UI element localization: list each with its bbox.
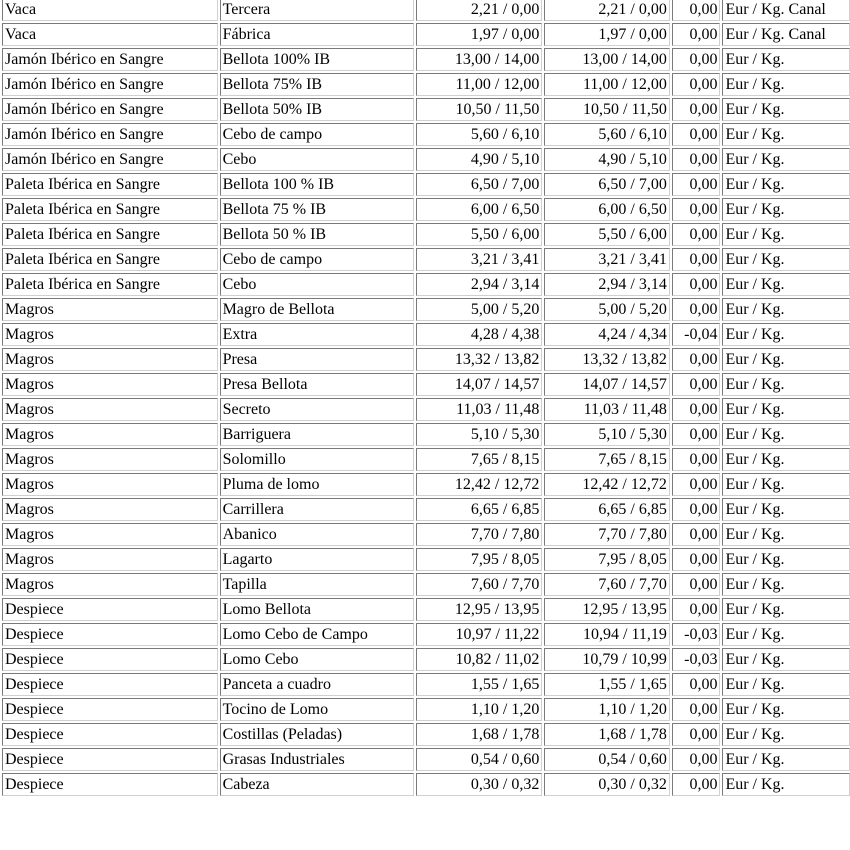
previous-price-cell: 1,97 / 0,00 bbox=[416, 23, 543, 46]
previous-price-cell: 1,55 / 1,65 bbox=[416, 673, 543, 696]
category-cell: Despiece bbox=[2, 773, 218, 796]
category-cell: Despiece bbox=[2, 598, 218, 621]
difference-cell: 0,00 bbox=[672, 73, 721, 96]
table-row bbox=[2, 698, 850, 721]
previous-price-cell: 6,65 / 6,85 bbox=[416, 498, 543, 521]
previous-price-cell: 5,10 / 5,30 bbox=[416, 423, 543, 446]
unit-cell: Eur / Kg. bbox=[722, 223, 850, 246]
current-price-cell: 1,97 / 0,00 bbox=[544, 23, 669, 46]
difference-cell: 0,00 bbox=[672, 698, 721, 721]
product-cell: Magro de Bellota bbox=[220, 298, 414, 321]
current-price-cell: 4,90 / 5,10 bbox=[544, 148, 669, 171]
difference-cell: 0,00 bbox=[672, 723, 721, 746]
product-cell: Extra bbox=[220, 323, 414, 346]
difference-cell: 0,00 bbox=[672, 373, 721, 396]
previous-price-cell: 5,60 / 6,10 bbox=[416, 123, 543, 146]
table-row bbox=[2, 498, 850, 521]
unit-cell: Eur / Kg. bbox=[722, 698, 850, 721]
category-cell: Magros bbox=[2, 298, 218, 321]
product-cell: Cabeza bbox=[220, 773, 414, 796]
category-cell: Despiece bbox=[2, 673, 218, 696]
current-price-cell: 4,24 / 4,34 bbox=[544, 323, 669, 346]
product-cell: Cebo bbox=[220, 273, 414, 296]
previous-price-cell: 3,21 / 3,41 bbox=[416, 248, 543, 271]
difference-cell: 0,00 bbox=[672, 598, 721, 621]
previous-price-cell: 13,00 / 14,00 bbox=[416, 48, 543, 71]
table-row bbox=[2, 173, 850, 196]
table-row bbox=[2, 648, 850, 671]
table-row bbox=[2, 23, 850, 46]
previous-price-cell: 1,10 / 1,20 bbox=[416, 698, 543, 721]
unit-cell: Eur / Kg. bbox=[722, 173, 850, 196]
unit-cell: Eur / Kg. bbox=[722, 473, 850, 496]
unit-cell: Eur / Kg. bbox=[722, 748, 850, 771]
product-cell: Bellota 75% IB bbox=[220, 73, 414, 96]
difference-cell: 0,00 bbox=[672, 248, 721, 271]
previous-price-cell: 7,70 / 7,80 bbox=[416, 523, 543, 546]
unit-cell: Eur / Kg. bbox=[722, 148, 850, 171]
difference-cell: 0,00 bbox=[672, 773, 721, 796]
current-price-cell: 2,21 / 0,00 bbox=[544, 0, 669, 21]
current-price-cell: 5,60 / 6,10 bbox=[544, 123, 669, 146]
unit-cell: Eur / Kg. bbox=[722, 398, 850, 421]
previous-price-cell: 7,60 / 7,70 bbox=[416, 573, 543, 596]
current-price-cell: 0,30 / 0,32 bbox=[544, 773, 669, 796]
product-cell: Pluma de lomo bbox=[220, 473, 414, 496]
table-row bbox=[2, 673, 850, 696]
product-cell: Bellota 75 % IB bbox=[220, 198, 414, 221]
difference-cell: 0,00 bbox=[672, 273, 721, 296]
table-row bbox=[2, 748, 850, 771]
difference-cell: 0,00 bbox=[672, 473, 721, 496]
table-row bbox=[2, 598, 850, 621]
unit-cell: Eur / Kg. bbox=[722, 273, 850, 296]
table-row bbox=[2, 323, 850, 346]
category-cell: Magros bbox=[2, 373, 218, 396]
unit-cell: Eur / Kg. bbox=[722, 298, 850, 321]
current-price-cell: 12,95 / 13,95 bbox=[544, 598, 669, 621]
product-cell: Carrillera bbox=[220, 498, 414, 521]
table-row bbox=[2, 223, 850, 246]
difference-cell: 0,00 bbox=[672, 573, 721, 596]
unit-cell: Eur / Kg. bbox=[722, 198, 850, 221]
difference-cell: 0,00 bbox=[672, 348, 721, 371]
table-row bbox=[2, 448, 850, 471]
difference-cell: 0,00 bbox=[672, 298, 721, 321]
product-cell: Costillas (Peladas) bbox=[220, 723, 414, 746]
category-cell: Jamón Ibérico en Sangre bbox=[2, 98, 218, 121]
product-cell: Lomo Cebo bbox=[220, 648, 414, 671]
difference-cell: 0,00 bbox=[672, 548, 721, 571]
category-cell: Magros bbox=[2, 323, 218, 346]
unit-cell: Eur / Kg. bbox=[722, 673, 850, 696]
previous-price-cell: 10,50 / 11,50 bbox=[416, 98, 543, 121]
category-cell: Paleta Ibérica en Sangre bbox=[2, 223, 218, 246]
category-cell: Magros bbox=[2, 348, 218, 371]
unit-cell: Eur / Kg. bbox=[722, 598, 850, 621]
current-price-cell: 7,65 / 8,15 bbox=[544, 448, 669, 471]
category-cell: Magros bbox=[2, 473, 218, 496]
product-cell: Cebo de campo bbox=[220, 123, 414, 146]
product-cell: Fábrica bbox=[220, 23, 414, 46]
unit-cell: Eur / Kg. bbox=[722, 648, 850, 671]
difference-cell: -0,03 bbox=[672, 623, 721, 646]
difference-cell: 0,00 bbox=[672, 423, 721, 446]
table-row bbox=[2, 48, 850, 71]
current-price-cell: 5,10 / 5,30 bbox=[544, 423, 669, 446]
previous-price-cell: 2,21 / 0,00 bbox=[416, 0, 543, 21]
category-cell: Despiece bbox=[2, 723, 218, 746]
previous-price-cell: 0,54 / 0,60 bbox=[416, 748, 543, 771]
table-row bbox=[2, 248, 850, 271]
previous-price-cell: 12,95 / 13,95 bbox=[416, 598, 543, 621]
category-cell: Vaca bbox=[2, 23, 218, 46]
category-cell: Paleta Ibérica en Sangre bbox=[2, 248, 218, 271]
current-price-cell: 7,70 / 7,80 bbox=[544, 523, 669, 546]
category-cell: Jamón Ibérico en Sangre bbox=[2, 148, 218, 171]
current-price-cell: 6,00 / 6,50 bbox=[544, 198, 669, 221]
table-row bbox=[2, 348, 850, 371]
product-cell: Tapilla bbox=[220, 573, 414, 596]
product-cell: Cebo bbox=[220, 148, 414, 171]
product-cell: Bellota 100 % IB bbox=[220, 173, 414, 196]
current-price-cell: 0,54 / 0,60 bbox=[544, 748, 669, 771]
product-cell: Bellota 50% IB bbox=[220, 98, 414, 121]
product-cell: Abanico bbox=[220, 523, 414, 546]
table-row bbox=[2, 423, 850, 446]
unit-cell: Eur / Kg. bbox=[722, 773, 850, 796]
current-price-cell: 2,94 / 3,14 bbox=[544, 273, 669, 296]
unit-cell: Eur / Kg. Canal bbox=[722, 23, 850, 46]
current-price-cell: 1,55 / 1,65 bbox=[544, 673, 669, 696]
current-price-cell: 14,07 / 14,57 bbox=[544, 373, 669, 396]
table-row bbox=[2, 548, 850, 571]
table-row bbox=[2, 523, 850, 546]
unit-cell: Eur / Kg. bbox=[722, 723, 850, 746]
current-price-cell: 13,00 / 14,00 bbox=[544, 48, 669, 71]
product-cell: Secreto bbox=[220, 398, 414, 421]
current-price-cell: 10,50 / 11,50 bbox=[544, 98, 669, 121]
current-price-cell: 5,50 / 6,00 bbox=[544, 223, 669, 246]
current-price-cell: 10,79 / 10,99 bbox=[544, 648, 669, 671]
unit-cell: Eur / Kg. bbox=[722, 523, 850, 546]
category-cell: Magros bbox=[2, 573, 218, 596]
previous-price-cell: 1,68 / 1,78 bbox=[416, 723, 543, 746]
current-price-cell: 1,68 / 1,78 bbox=[544, 723, 669, 746]
difference-cell: 0,00 bbox=[672, 398, 721, 421]
category-cell: Magros bbox=[2, 523, 218, 546]
product-cell: Tocino de Lomo bbox=[220, 698, 414, 721]
previous-price-cell: 14,07 / 14,57 bbox=[416, 373, 543, 396]
previous-price-cell: 10,82 / 11,02 bbox=[416, 648, 543, 671]
previous-price-cell: 5,00 / 5,20 bbox=[416, 298, 543, 321]
category-cell: Magros bbox=[2, 423, 218, 446]
product-cell: Lomo Cebo de Campo bbox=[220, 623, 414, 646]
current-price-cell: 1,10 / 1,20 bbox=[544, 698, 669, 721]
category-cell: Paleta Ibérica en Sangre bbox=[2, 273, 218, 296]
table-row bbox=[2, 273, 850, 296]
difference-cell: 0,00 bbox=[672, 23, 721, 46]
difference-cell: 0,00 bbox=[672, 223, 721, 246]
product-cell: Bellota 50 % IB bbox=[220, 223, 414, 246]
table-row bbox=[2, 123, 850, 146]
previous-price-cell: 13,32 / 13,82 bbox=[416, 348, 543, 371]
difference-cell: 0,00 bbox=[672, 748, 721, 771]
unit-cell: Eur / Kg. bbox=[722, 548, 850, 571]
previous-price-cell: 4,28 / 4,38 bbox=[416, 323, 543, 346]
previous-price-cell: 0,30 / 0,32 bbox=[416, 773, 543, 796]
difference-cell: 0,00 bbox=[672, 523, 721, 546]
category-cell: Jamón Ibérico en Sangre bbox=[2, 73, 218, 96]
category-cell: Vaca bbox=[2, 0, 218, 21]
previous-price-cell: 6,50 / 7,00 bbox=[416, 173, 543, 196]
table-row bbox=[2, 73, 850, 96]
unit-cell: Eur / Kg. bbox=[722, 123, 850, 146]
table-row bbox=[2, 473, 850, 496]
difference-cell: 0,00 bbox=[672, 148, 721, 171]
price-table-body bbox=[2, 0, 850, 796]
unit-cell: Eur / Kg. bbox=[722, 448, 850, 471]
unit-cell: Eur / Kg. bbox=[722, 323, 850, 346]
unit-cell: Eur / Kg. Canal bbox=[722, 0, 850, 21]
previous-price-cell: 10,97 / 11,22 bbox=[416, 623, 543, 646]
current-price-cell: 5,00 / 5,20 bbox=[544, 298, 669, 321]
unit-cell: Eur / Kg. bbox=[722, 348, 850, 371]
unit-cell: Eur / Kg. bbox=[722, 498, 850, 521]
difference-cell: 0,00 bbox=[672, 48, 721, 71]
previous-price-cell: 11,00 / 12,00 bbox=[416, 73, 543, 96]
previous-price-cell: 5,50 / 6,00 bbox=[416, 223, 543, 246]
unit-cell: Eur / Kg. bbox=[722, 73, 850, 96]
category-cell: Magros bbox=[2, 398, 218, 421]
product-cell: Panceta a cuadro bbox=[220, 673, 414, 696]
category-cell: Despiece bbox=[2, 623, 218, 646]
unit-cell: Eur / Kg. bbox=[722, 623, 850, 646]
product-cell: Presa Bellota bbox=[220, 373, 414, 396]
table-row bbox=[2, 98, 850, 121]
difference-cell: 0,00 bbox=[672, 198, 721, 221]
category-cell: Jamón Ibérico en Sangre bbox=[2, 48, 218, 71]
unit-cell: Eur / Kg. bbox=[722, 248, 850, 271]
table-row bbox=[2, 148, 850, 171]
previous-price-cell: 11,03 / 11,48 bbox=[416, 398, 543, 421]
current-price-cell: 3,21 / 3,41 bbox=[544, 248, 669, 271]
category-cell: Despiece bbox=[2, 648, 218, 671]
previous-price-cell: 6,00 / 6,50 bbox=[416, 198, 543, 221]
product-cell: Solomillo bbox=[220, 448, 414, 471]
unit-cell: Eur / Kg. bbox=[722, 98, 850, 121]
table-row bbox=[2, 623, 850, 646]
current-price-cell: 6,65 / 6,85 bbox=[544, 498, 669, 521]
unit-cell: Eur / Kg. bbox=[722, 373, 850, 396]
category-cell: Paleta Ibérica en Sangre bbox=[2, 198, 218, 221]
product-cell: Lagarto bbox=[220, 548, 414, 571]
product-cell: Bellota 100% IB bbox=[220, 48, 414, 71]
table-row bbox=[2, 198, 850, 221]
previous-price-cell: 12,42 / 12,72 bbox=[416, 473, 543, 496]
category-cell: Magros bbox=[2, 448, 218, 471]
unit-cell: Eur / Kg. bbox=[722, 423, 850, 446]
category-cell: Magros bbox=[2, 498, 218, 521]
current-price-cell: 12,42 / 12,72 bbox=[544, 473, 669, 496]
previous-price-cell: 4,90 / 5,10 bbox=[416, 148, 543, 171]
category-cell: Despiece bbox=[2, 698, 218, 721]
table-row bbox=[2, 0, 850, 21]
product-cell: Presa bbox=[220, 348, 414, 371]
table-row bbox=[2, 573, 850, 596]
difference-cell: -0,04 bbox=[672, 323, 721, 346]
current-price-cell: 7,95 / 8,05 bbox=[544, 548, 669, 571]
product-cell: Barriguera bbox=[220, 423, 414, 446]
table-row bbox=[2, 398, 850, 421]
table-row bbox=[2, 373, 850, 396]
current-price-cell: 10,94 / 11,19 bbox=[544, 623, 669, 646]
unit-cell: Eur / Kg. bbox=[722, 48, 850, 71]
previous-price-cell: 7,95 / 8,05 bbox=[416, 548, 543, 571]
difference-cell: 0,00 bbox=[672, 173, 721, 196]
category-cell: Jamón Ibérico en Sangre bbox=[2, 123, 218, 146]
category-cell: Paleta Ibérica en Sangre bbox=[2, 173, 218, 196]
current-price-cell: 7,60 / 7,70 bbox=[544, 573, 669, 596]
category-cell: Despiece bbox=[2, 748, 218, 771]
difference-cell: -0,03 bbox=[672, 648, 721, 671]
product-cell: Cebo de campo bbox=[220, 248, 414, 271]
current-price-cell: 11,00 / 12,00 bbox=[544, 73, 669, 96]
product-cell: Grasas Industriales bbox=[220, 748, 414, 771]
previous-price-cell: 2,94 / 3,14 bbox=[416, 273, 543, 296]
category-cell: Magros bbox=[2, 548, 218, 571]
table-row bbox=[2, 773, 850, 796]
difference-cell: 0,00 bbox=[672, 448, 721, 471]
current-price-cell: 11,03 / 11,48 bbox=[544, 398, 669, 421]
previous-price-cell: 7,65 / 8,15 bbox=[416, 448, 543, 471]
difference-cell: 0,00 bbox=[672, 498, 721, 521]
product-cell: Lomo Bellota bbox=[220, 598, 414, 621]
current-price-cell: 13,32 / 13,82 bbox=[544, 348, 669, 371]
difference-cell: 0,00 bbox=[672, 123, 721, 146]
table-row bbox=[2, 723, 850, 746]
product-cell: Tercera bbox=[220, 0, 414, 21]
difference-cell: 0,00 bbox=[672, 98, 721, 121]
table-row bbox=[2, 298, 850, 321]
current-price-cell: 6,50 / 7,00 bbox=[544, 173, 669, 196]
difference-cell: 0,00 bbox=[672, 0, 721, 21]
difference-cell: 0,00 bbox=[672, 673, 721, 696]
unit-cell: Eur / Kg. bbox=[722, 573, 850, 596]
